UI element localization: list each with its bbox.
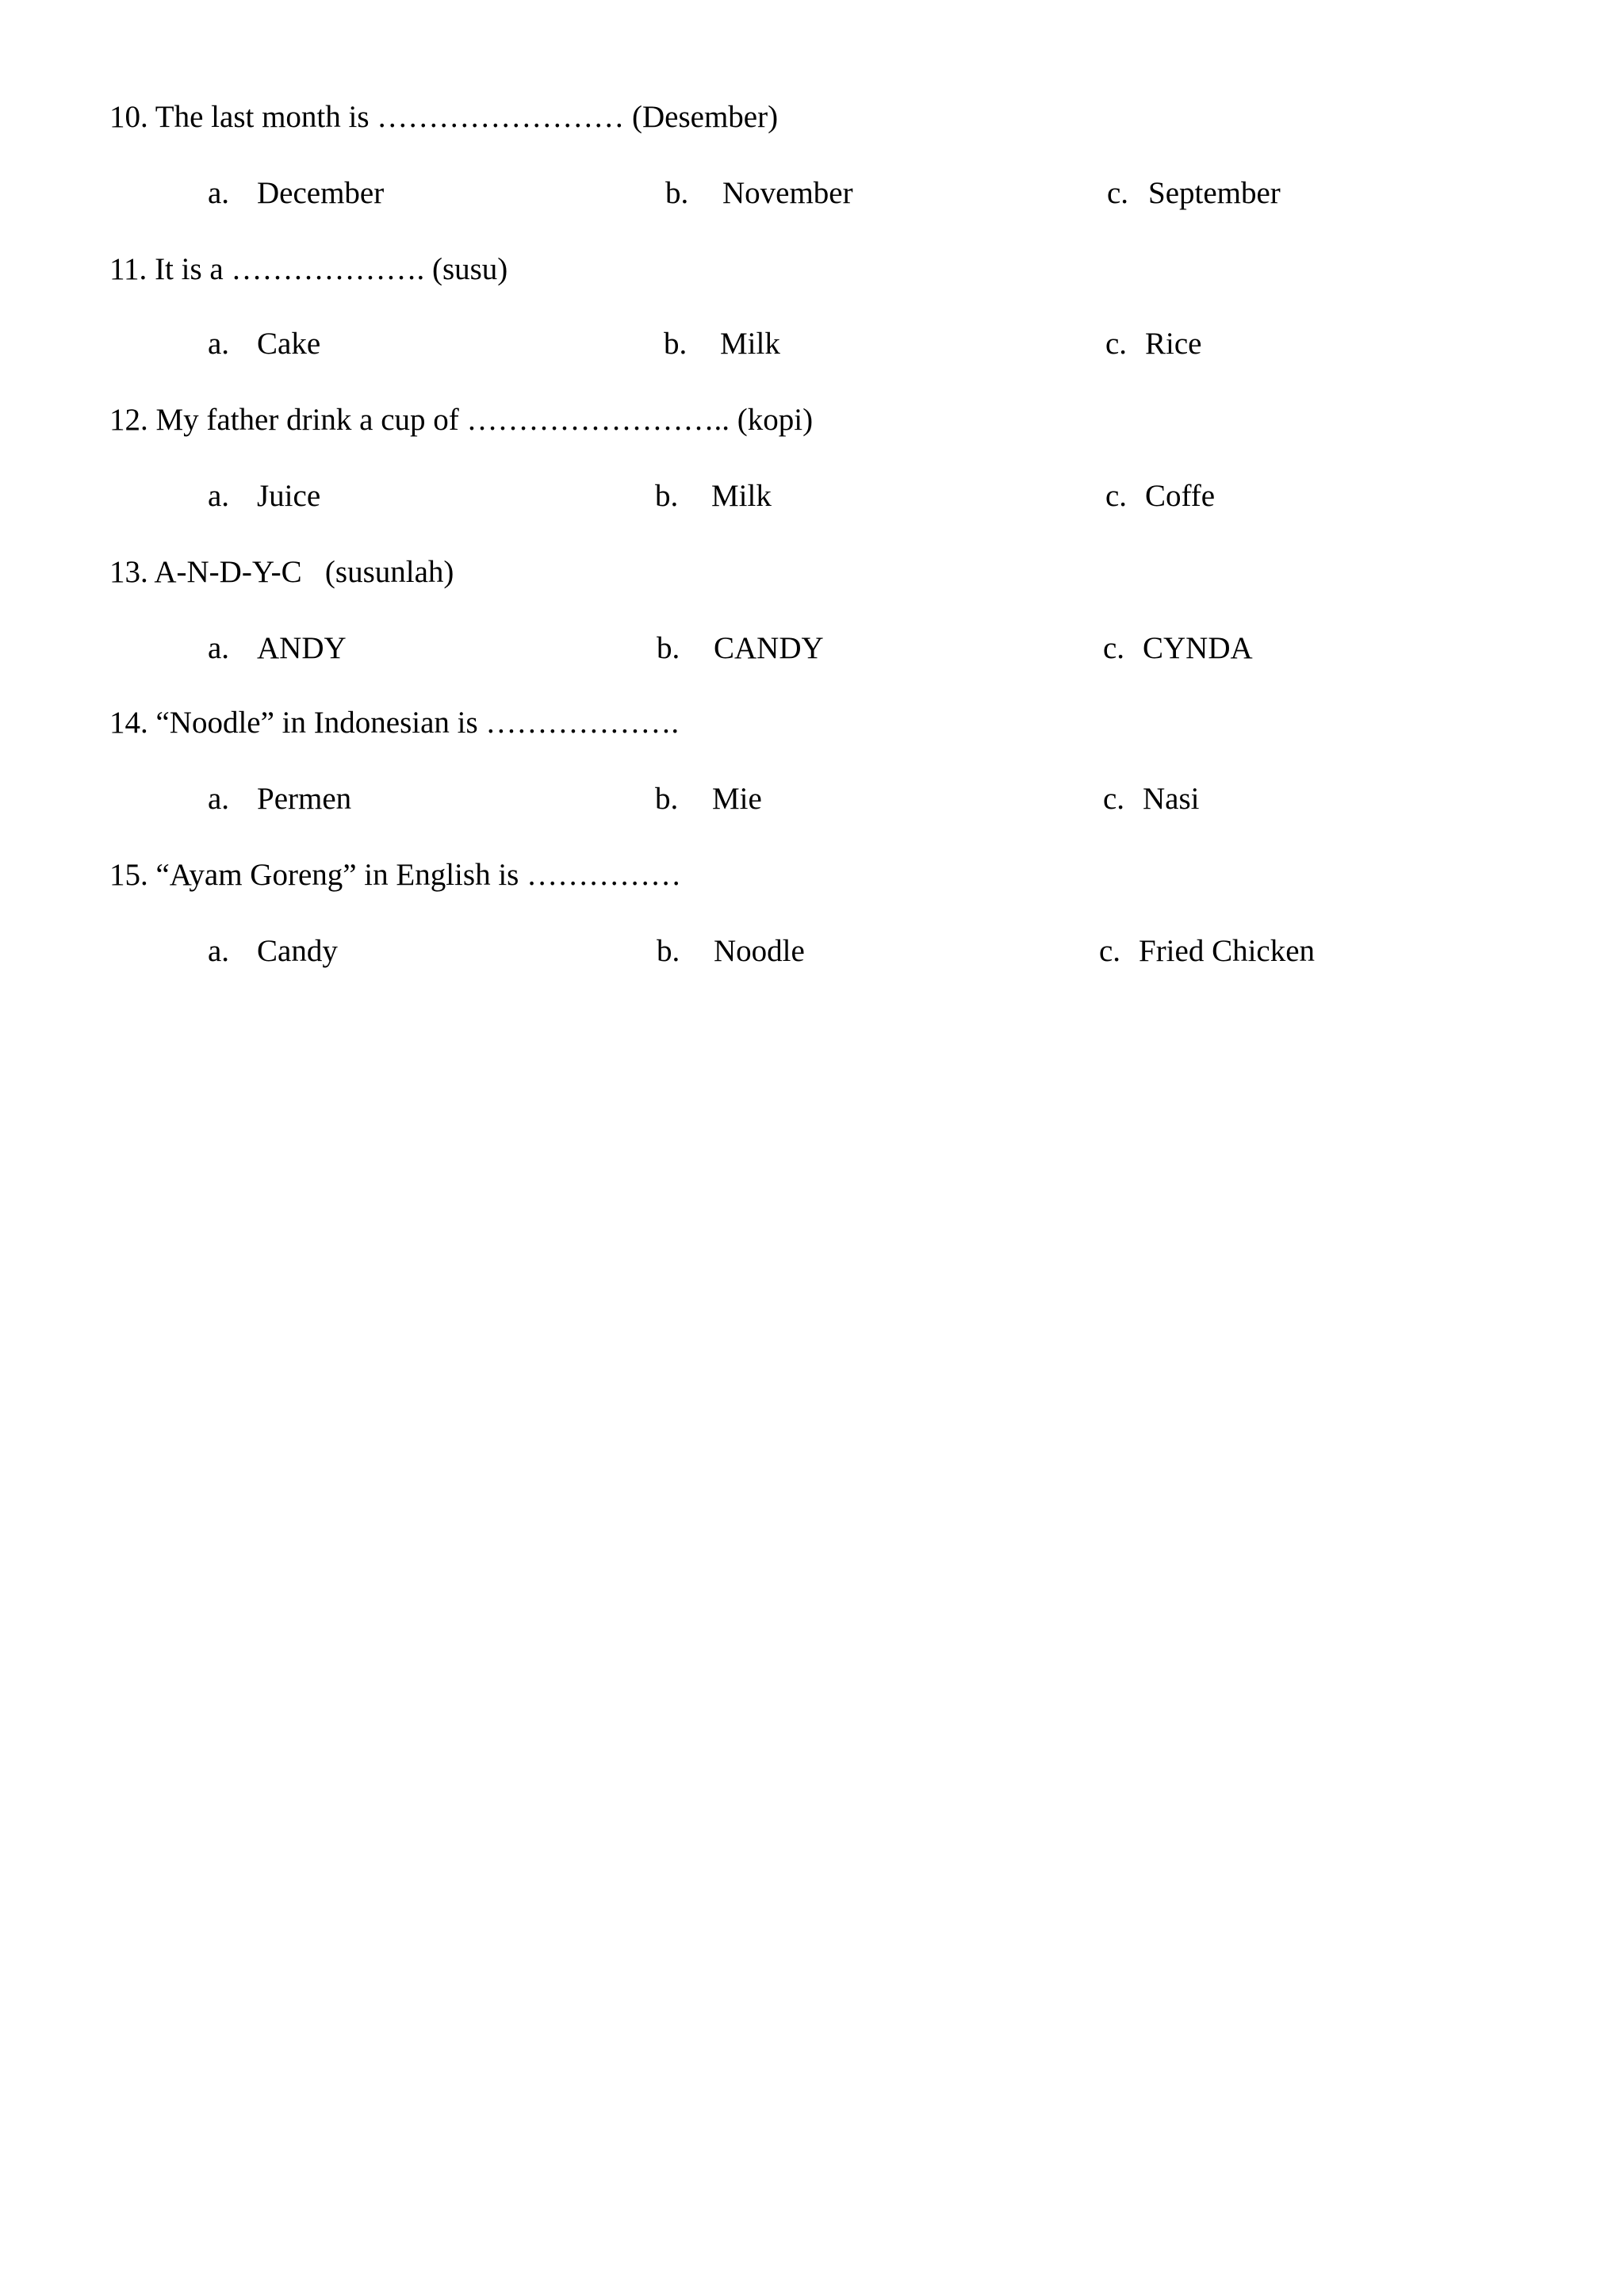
option-10-c — [1107, 176, 1281, 210]
option-text: Candy — [257, 934, 338, 968]
option-letter: a. — [208, 631, 230, 665]
question-11 — [109, 254, 508, 285]
option-text: Fried Chicken — [1139, 934, 1316, 968]
option-13-c — [1103, 631, 1253, 665]
option-12-c — [1105, 479, 1216, 513]
option-15-a — [208, 934, 338, 968]
option-letter: c. — [1105, 479, 1128, 513]
question-number: 12. — [109, 403, 148, 437]
question-text: “Ayam Goreng” in English is …………… — [155, 858, 682, 892]
option-letter: a. — [208, 479, 230, 513]
question-number: 10. — [109, 100, 148, 134]
option-letter: a. — [208, 782, 230, 816]
option-13-b — [657, 631, 824, 665]
question-14 — [109, 707, 679, 738]
option-text: Milk — [711, 479, 772, 513]
option-14-c — [1103, 782, 1200, 816]
option-letter: c. — [1107, 176, 1129, 210]
question-text: It is a ………………. (susu) — [155, 252, 508, 286]
question-12 — [109, 404, 813, 435]
option-14-b — [655, 782, 762, 816]
option-13-a — [208, 631, 347, 665]
option-10-b — [665, 176, 853, 210]
question-text: “Noodle” in Indonesian is ………………. — [155, 706, 680, 740]
option-12-a — [208, 479, 321, 513]
option-11-b — [664, 327, 780, 361]
question-number: 15. — [109, 858, 148, 892]
option-12-b — [655, 479, 772, 513]
option-letter: a. — [208, 327, 230, 361]
question-13 — [109, 557, 454, 587]
option-text: Rice — [1145, 327, 1202, 361]
option-text: September — [1148, 176, 1281, 210]
option-11-a — [208, 327, 321, 361]
option-letter: b. — [655, 479, 679, 513]
option-text: Permen — [257, 782, 352, 816]
option-letter: c. — [1105, 327, 1128, 361]
option-text: Nasi — [1143, 782, 1200, 816]
option-text: December — [257, 176, 385, 210]
question-number: 14. — [109, 706, 148, 740]
option-letter: b. — [665, 176, 689, 210]
question-text: My father drink a cup of …………………….. (kopi) — [155, 403, 814, 437]
option-text: November — [722, 176, 853, 210]
option-letter: c. — [1103, 782, 1125, 816]
question-text: A-N-D-Y-C (susunlah) — [154, 555, 454, 589]
option-10-a — [208, 176, 385, 210]
question-text: The last month is …………………… (Desember) — [155, 100, 779, 134]
option-text: Mie — [712, 782, 762, 816]
option-letter: c. — [1099, 934, 1121, 968]
option-letter: b. — [657, 934, 680, 968]
option-letter: a. — [208, 176, 230, 210]
question-number: 11. — [109, 252, 147, 286]
option-text: Coffe — [1145, 479, 1216, 513]
option-letter: c. — [1103, 631, 1125, 665]
option-letter: b. — [664, 327, 688, 361]
option-text: Milk — [720, 327, 780, 361]
option-15-c — [1099, 934, 1316, 968]
option-letter: b. — [655, 782, 679, 816]
option-text: CYNDA — [1143, 631, 1253, 665]
question-10 — [109, 101, 778, 132]
option-text: Noodle — [714, 934, 805, 968]
option-14-a — [208, 782, 352, 816]
question-15 — [109, 859, 681, 890]
option-text: Cake — [257, 327, 321, 361]
option-text: Juice — [257, 479, 321, 513]
option-15-b — [657, 934, 805, 968]
option-11-c — [1105, 327, 1202, 361]
question-number: 13. — [109, 555, 148, 589]
option-letter: b. — [657, 631, 680, 665]
option-text: CANDY — [714, 631, 824, 665]
option-text: ANDY — [257, 631, 347, 665]
option-letter: a. — [208, 934, 230, 968]
